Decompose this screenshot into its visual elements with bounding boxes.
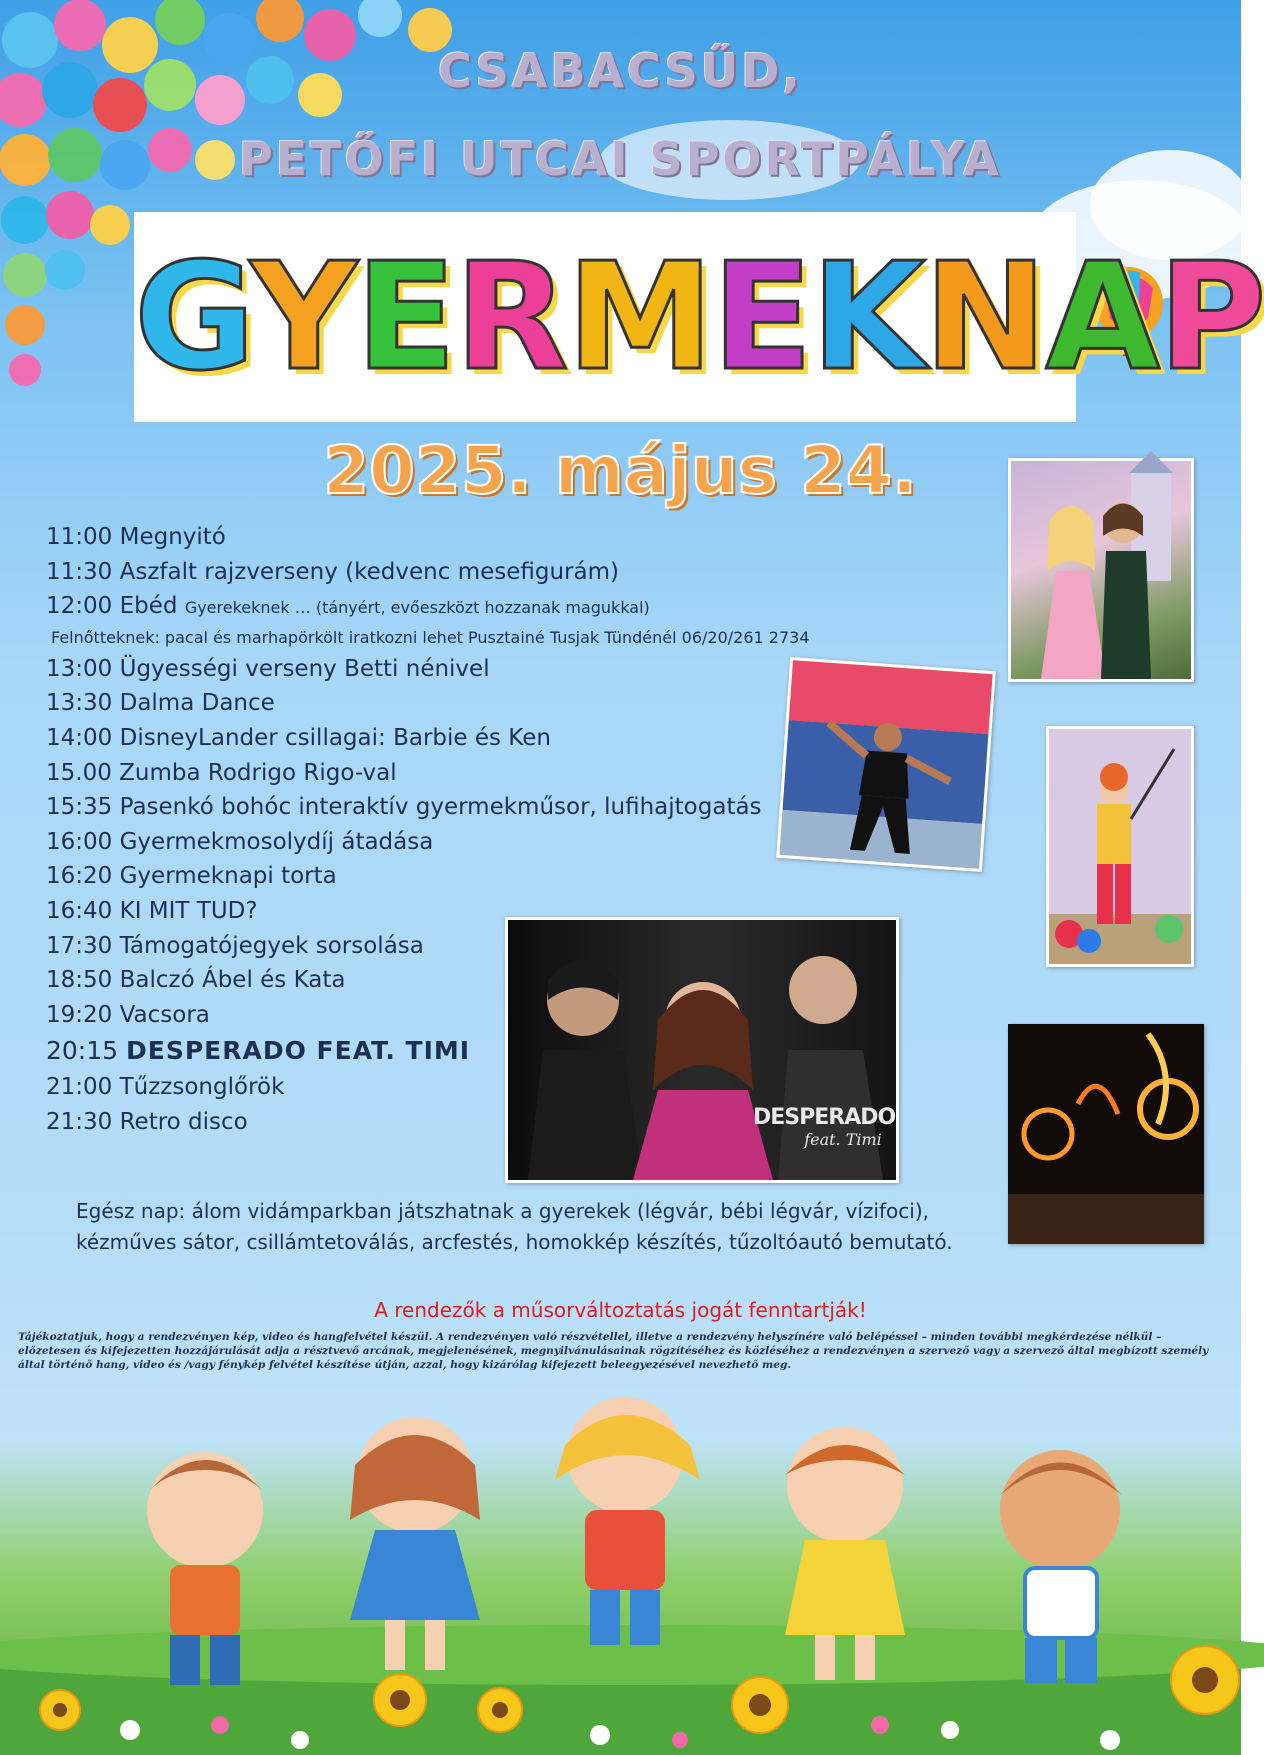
schedule-item — [46, 520, 806, 555]
title-letter: Y — [250, 231, 356, 403]
schedule-activity: KI MIT TUD? — [119, 897, 258, 924]
schedule-time: 18:50 — [46, 967, 113, 994]
title-letter: K — [810, 231, 924, 403]
schedule-time: 13:00 — [46, 655, 113, 682]
schedule-time: 16:20 — [46, 863, 113, 890]
photo-fire-jugglers — [1008, 1024, 1204, 1244]
schedule-time: 16:40 — [46, 897, 113, 924]
schedule-item — [46, 825, 806, 860]
clown-illustration — [1049, 729, 1191, 964]
schedule-time: 15:35 — [46, 794, 113, 821]
title-letter: A — [1045, 231, 1158, 403]
schedule-time: 19:20 — [46, 1001, 113, 1028]
schedule-item — [46, 686, 806, 721]
schedule-activity: Aszfalt rajzverseny (kedvenc mesefigurám) — [119, 558, 619, 585]
photo-zumba — [776, 657, 996, 872]
schedule-activity: DisneyLander csillagai: Barbie és Ken — [119, 724, 551, 751]
schedule-item — [46, 555, 806, 590]
schedule-activity: Ügyességi verseny Betti nénivel — [119, 655, 490, 682]
all-day-line-2: kézműves sátor, csillámtetoválás, arcfestés, homokkép készítés, tűzoltóautó bemutató. — [76, 1230, 953, 1254]
schedule-activity: Támogatójegyek sorsolása — [119, 932, 424, 959]
photo-desperado — [505, 917, 899, 1183]
schedule-item — [46, 652, 806, 687]
zumba-illustration — [779, 660, 992, 868]
schedule-time: 12:00 — [46, 593, 113, 620]
schedule-detail: Gyerekeknek … (tányért, evőeszközt hozzanak magukkal) — [184, 598, 650, 618]
schedule-activity: Tűzzsonglőrök — [119, 1074, 285, 1101]
schedule-item — [46, 756, 806, 791]
schedule-activity: Zumba Rodrigo Rigo-val — [119, 759, 397, 786]
title-letter: N — [923, 231, 1046, 403]
kids-meadow-illustration — [0, 1370, 1241, 1755]
schedule-activity: Gyermekmosolydíj átadása — [119, 828, 434, 855]
schedule-time: 11:30 — [46, 558, 113, 585]
fire-jugglers-illustration — [1008, 1024, 1204, 1244]
event-date: 2025. május 24. — [323, 432, 917, 509]
schedule-activity: Megnyitó — [119, 524, 226, 550]
schedule-time: 11:00 — [46, 524, 113, 550]
schedule-time: 13:30 — [46, 690, 113, 717]
desperado-logo: DESPERADO — [753, 1105, 896, 1130]
title-letter: P — [1157, 231, 1264, 403]
program-change-warning: A rendezők a műsorváltoztatás jogát fenntartják! — [374, 1298, 867, 1322]
schedule-item — [46, 859, 806, 894]
barbie-ken-illustration — [1011, 461, 1191, 679]
schedule-time: 21:30 — [46, 1108, 113, 1135]
schedule-time: 15.00 — [46, 759, 112, 786]
schedule-time: 17:30 — [46, 932, 113, 959]
schedule-activity: Dalma Dance — [119, 690, 275, 717]
schedule-activity: Balczó Ábel és Kata — [119, 967, 346, 994]
lunch-note: Felnőtteknek: pacal és marhapörkölt iratkozni lehet Pusztainé Tusjak Tündénél 06/20/261 2734 — [51, 627, 810, 647]
schedule-activity: Vacsora — [119, 1001, 210, 1028]
schedule-activity: DESPERADO FEAT. TIMI — [126, 1036, 471, 1066]
title-letter: M — [566, 231, 712, 403]
event-title — [134, 231, 1264, 403]
title-letter: R — [454, 231, 567, 403]
location-line-2: PETŐFI UTCAI SPORTPÁLYA — [239, 132, 1002, 186]
schedule-activity: Gyermeknapi torta — [119, 863, 337, 890]
all-day-activities — [76, 1196, 1036, 1258]
schedule-activity: Ebéd — [119, 593, 178, 620]
desperado-feat: feat. Timi — [804, 1130, 882, 1149]
schedule-time: 20:15 — [46, 1036, 119, 1066]
location-line-1: CSABACSŰD, — [438, 44, 803, 98]
title-letter: E — [711, 231, 811, 403]
schedule-time: 14:00 — [46, 724, 113, 751]
schedule-item — [46, 721, 806, 756]
photo-barbie-ken — [1008, 458, 1194, 682]
recording-disclaimer: Tájékoztatjuk, hogy a rendezvényen kép, video és hangfelvétel készül. A rendezvényen való részvétellel, illetve a rendezvény helyszínére való belépéssel – minden további megkérdezése nélkül – előzetesen és kifejezetten hozzájárulását adja a résztvevő arcának, megjelenésének, megnyilvánulásainak rögzítéséhez és közléséhez a rendezvényen a szervező vagy a szervező által megbízott személy által történő hang, video és /vagy fénykép felvétel készítése útján, azzal, hogy kizárólag kifejezett beleegyezésével nevezhető meg. — [18, 1331, 1209, 1371]
title-letter: G — [134, 231, 251, 403]
schedule-activity: Retro disco — [119, 1108, 248, 1135]
schedule-time: 21:00 — [46, 1074, 113, 1101]
schedule-time: 16:00 — [46, 828, 113, 855]
title-box — [134, 212, 1264, 422]
all-day-line-1: Egész nap: álom vidámparkban játszhatnak a gyerekek (légvár, bébi légvár, vízifoci), — [76, 1199, 929, 1223]
schedule-item — [46, 790, 806, 825]
schedule-item — [46, 589, 806, 624]
photo-clown — [1046, 726, 1194, 967]
schedule-activity: Pasenkó bohóc interaktív gyermekműsor, lufihajtogatás — [119, 794, 762, 821]
title-letter: E — [355, 231, 455, 403]
